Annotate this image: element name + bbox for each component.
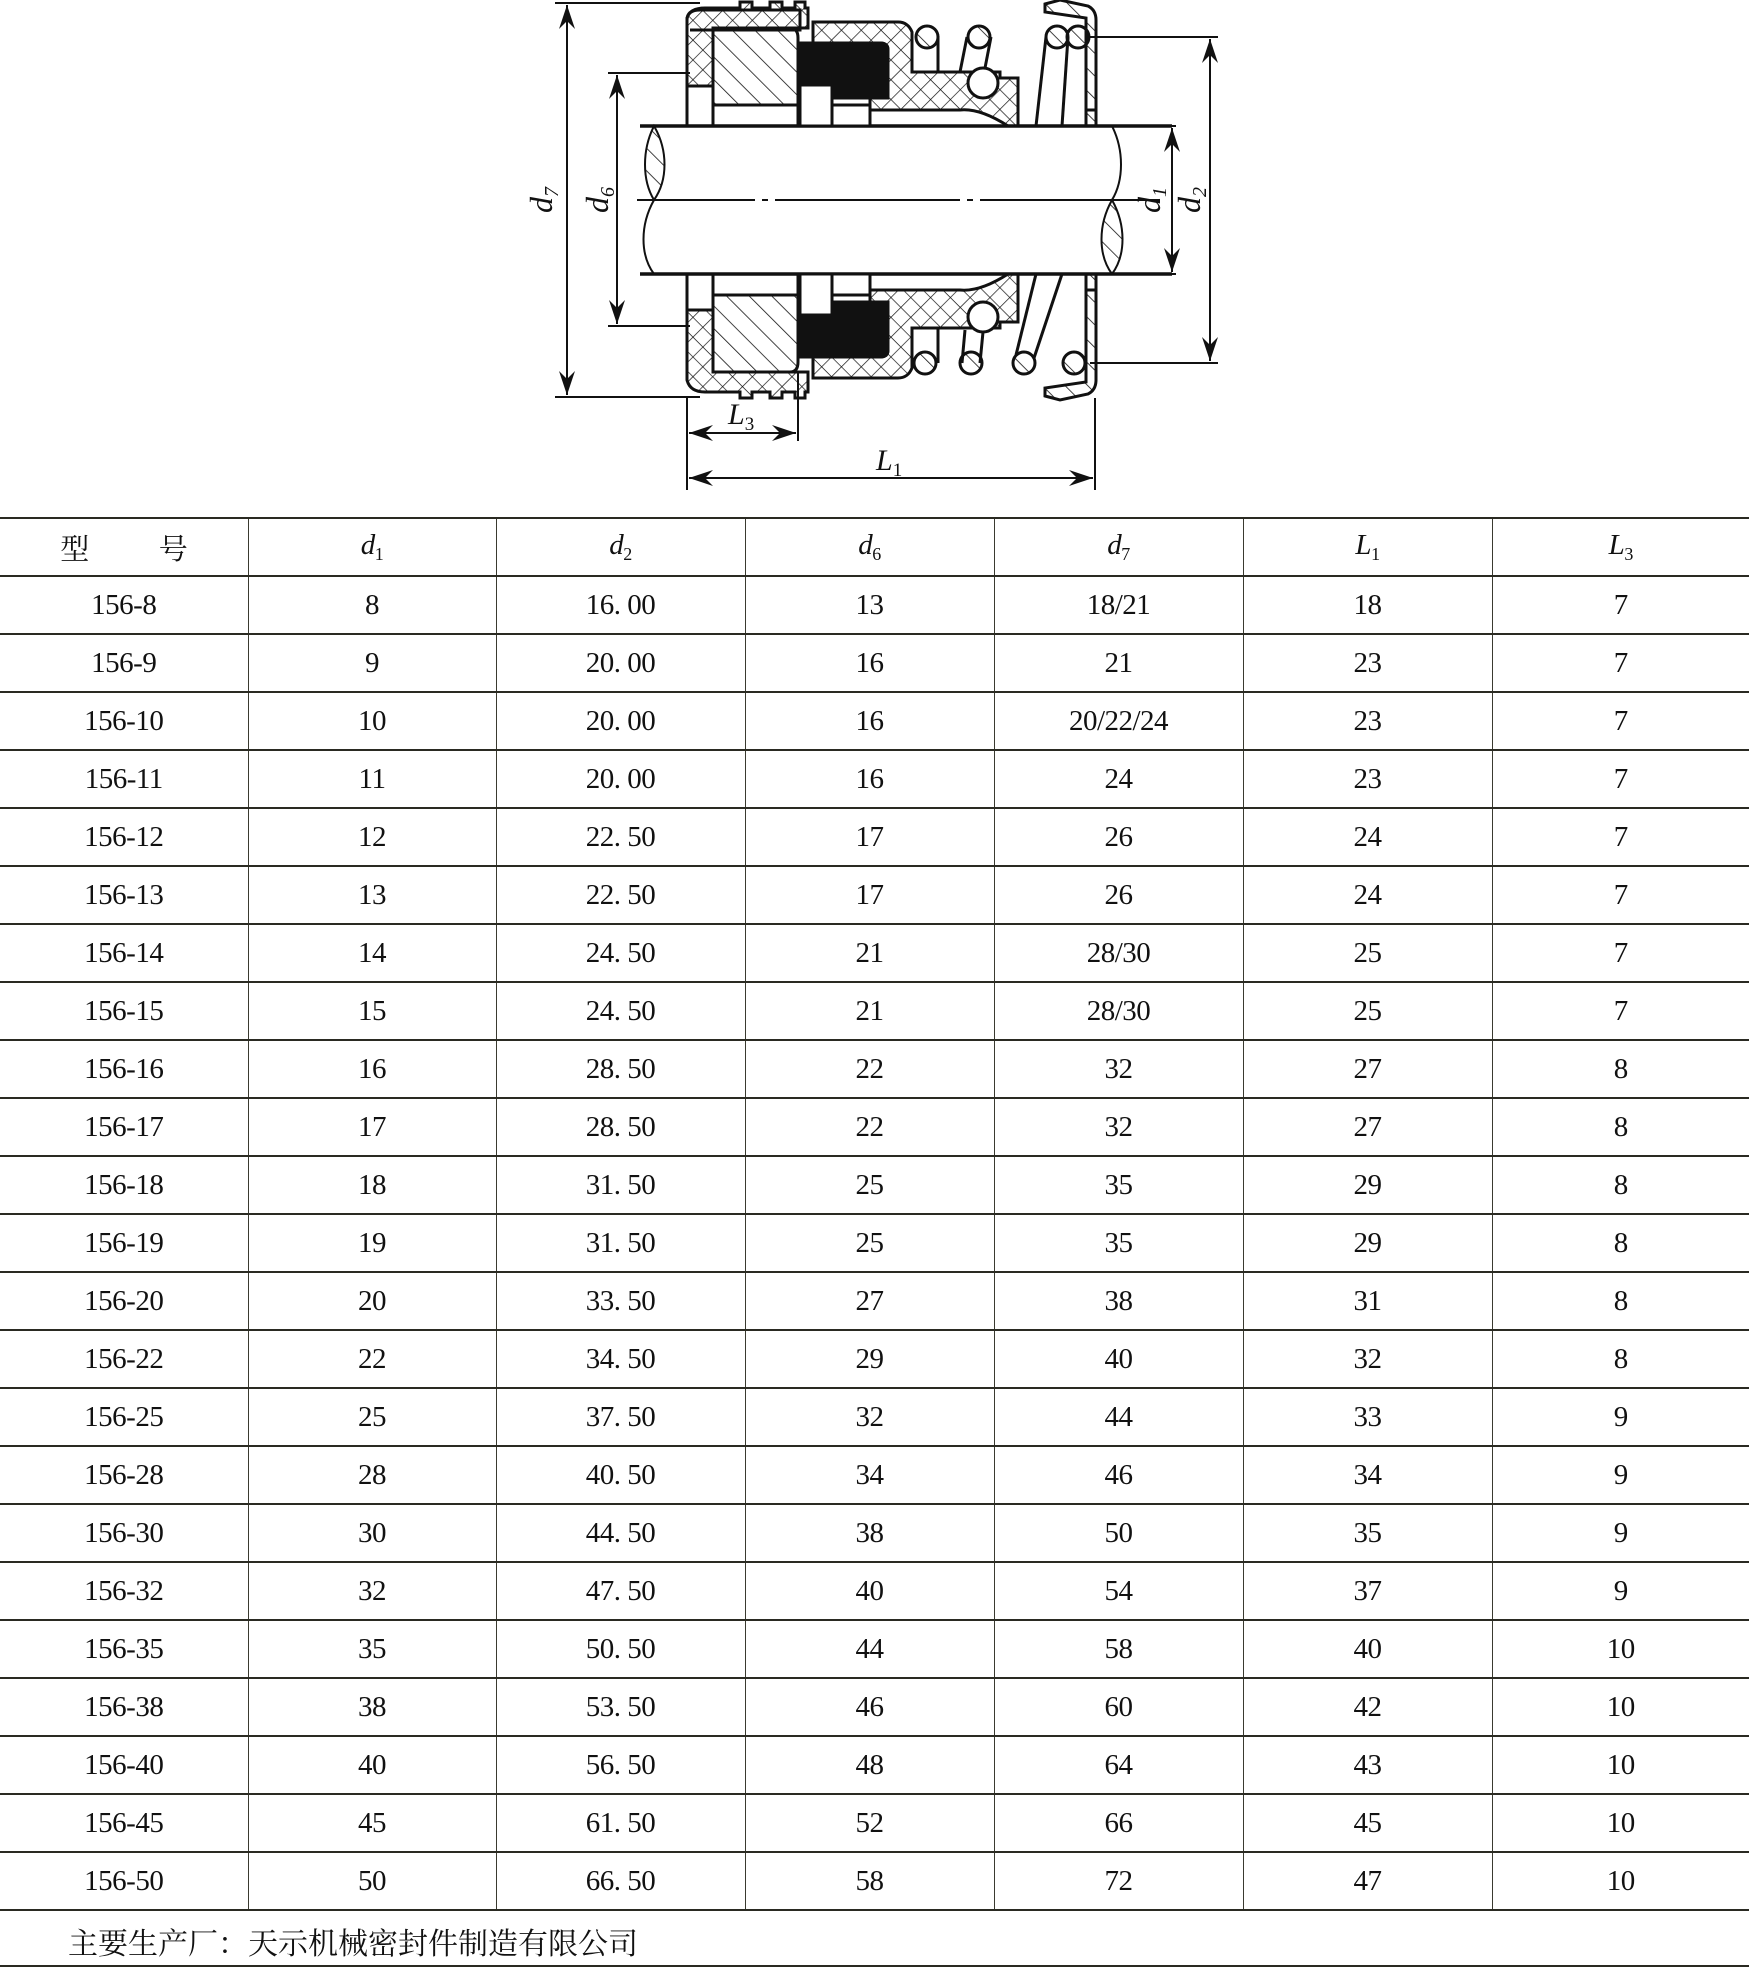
cell-d1: 20 bbox=[248, 1272, 496, 1330]
cell-d1: 45 bbox=[248, 1794, 496, 1852]
cell-L1: 23 bbox=[1243, 692, 1492, 750]
cell-model: 156-32 bbox=[0, 1562, 248, 1620]
cell-d2: 31. 50 bbox=[496, 1214, 745, 1272]
shaft bbox=[637, 126, 1172, 274]
cell-L3: 8 bbox=[1492, 1156, 1749, 1214]
cell-model: 156-30 bbox=[0, 1504, 248, 1562]
cell-d2: 28. 50 bbox=[496, 1040, 745, 1098]
cell-model: 156-25 bbox=[0, 1388, 248, 1446]
cell-d7: 18/21 bbox=[994, 576, 1243, 634]
cell-d7: 44 bbox=[994, 1388, 1243, 1446]
cell-d7: 20/22/24 bbox=[994, 692, 1243, 750]
cell-d1: 14 bbox=[248, 924, 496, 982]
cell-L1: 24 bbox=[1243, 866, 1492, 924]
cell-d2: 44. 50 bbox=[496, 1504, 745, 1562]
cell-d2: 47. 50 bbox=[496, 1562, 745, 1620]
seal-lower-half bbox=[687, 274, 1096, 400]
cell-d6: 29 bbox=[745, 1330, 994, 1388]
cell-model: 156-19 bbox=[0, 1214, 248, 1272]
cell-model: 156-18 bbox=[0, 1156, 248, 1214]
cell-model: 156-15 bbox=[0, 982, 248, 1040]
cell-d2: 61. 50 bbox=[496, 1794, 745, 1852]
cell-model: 156-22 bbox=[0, 1330, 248, 1388]
cell-d1: 12 bbox=[248, 808, 496, 866]
cell-d2: 20. 00 bbox=[496, 750, 745, 808]
cell-d7: 28/30 bbox=[994, 982, 1243, 1040]
table-row bbox=[0, 1736, 1749, 1794]
cell-d7: 26 bbox=[994, 866, 1243, 924]
cell-L3: 9 bbox=[1492, 1388, 1749, 1446]
cell-d6: 25 bbox=[745, 1214, 994, 1272]
cell-L1: 34 bbox=[1243, 1446, 1492, 1504]
label-d2: d2 bbox=[1171, 187, 1211, 213]
cell-L1: 40 bbox=[1243, 1620, 1492, 1678]
cell-d6: 27 bbox=[745, 1272, 994, 1330]
cell-model: 156-10 bbox=[0, 692, 248, 750]
cell-d7: 46 bbox=[994, 1446, 1243, 1504]
table-row bbox=[0, 866, 1749, 924]
cell-L1: 45 bbox=[1243, 1794, 1492, 1852]
cell-L3: 8 bbox=[1492, 1098, 1749, 1156]
table-row bbox=[0, 1794, 1749, 1852]
header-model-char-2: 号 bbox=[158, 533, 188, 566]
cell-d6: 17 bbox=[745, 866, 994, 924]
cell-L1: 31 bbox=[1243, 1272, 1492, 1330]
cell-d7: 66 bbox=[994, 1794, 1243, 1852]
cell-d1: 30 bbox=[248, 1504, 496, 1562]
cell-model: 156-38 bbox=[0, 1678, 248, 1736]
table-row bbox=[0, 1272, 1749, 1330]
table-row bbox=[0, 1040, 1749, 1098]
cell-d1: 16 bbox=[248, 1040, 496, 1098]
cell-model: 156-16 bbox=[0, 1040, 248, 1098]
cell-d1: 32 bbox=[248, 1562, 496, 1620]
cell-d6: 25 bbox=[745, 1156, 994, 1214]
cell-d6: 16 bbox=[745, 692, 994, 750]
cell-d6: 21 bbox=[745, 924, 994, 982]
cell-d7: 26 bbox=[994, 808, 1243, 866]
cell-d2: 53. 50 bbox=[496, 1678, 745, 1736]
cell-L3: 10 bbox=[1492, 1678, 1749, 1736]
label-d7: d7 bbox=[523, 187, 563, 213]
cell-L3: 7 bbox=[1492, 692, 1749, 750]
cell-L3: 7 bbox=[1492, 634, 1749, 692]
cell-d6: 52 bbox=[745, 1794, 994, 1852]
cell-d1: 28 bbox=[248, 1446, 496, 1504]
cell-L3: 7 bbox=[1492, 750, 1749, 808]
cell-L1: 29 bbox=[1243, 1156, 1492, 1214]
cell-d6: 48 bbox=[745, 1736, 994, 1794]
cell-model: 156-28 bbox=[0, 1446, 248, 1504]
cell-d6: 16 bbox=[745, 634, 994, 692]
cell-model: 156-8 bbox=[0, 576, 248, 634]
table-header-row bbox=[0, 518, 1749, 576]
cell-d7: 32 bbox=[994, 1098, 1243, 1156]
cell-d1: 40 bbox=[248, 1736, 496, 1794]
table-row bbox=[0, 924, 1749, 982]
cell-L1: 29 bbox=[1243, 1214, 1492, 1272]
cell-d6: 22 bbox=[745, 1098, 994, 1156]
cell-d7: 24 bbox=[994, 750, 1243, 808]
cell-L3: 7 bbox=[1492, 576, 1749, 634]
cell-L1: 27 bbox=[1243, 1040, 1492, 1098]
cell-d1: 38 bbox=[248, 1678, 496, 1736]
cell-d7: 50 bbox=[994, 1504, 1243, 1562]
cell-L3: 7 bbox=[1492, 924, 1749, 982]
cell-d2: 24. 50 bbox=[496, 982, 745, 1040]
cell-L3: 9 bbox=[1492, 1562, 1749, 1620]
cell-L1: 23 bbox=[1243, 750, 1492, 808]
manufacturer-note bbox=[0, 1911, 1749, 1967]
cell-d2: 31. 50 bbox=[496, 1156, 745, 1214]
cell-d6: 17 bbox=[745, 808, 994, 866]
cell-model: 156-9 bbox=[0, 634, 248, 692]
cell-d2: 66. 50 bbox=[496, 1852, 745, 1910]
cell-d7: 64 bbox=[994, 1736, 1243, 1794]
cell-L3: 10 bbox=[1492, 1794, 1749, 1852]
cell-d1: 10 bbox=[248, 692, 496, 750]
label-L1: $L_1$ bbox=[876, 444, 903, 481]
cell-model: 156-50 bbox=[0, 1852, 248, 1910]
table-row bbox=[0, 634, 1749, 692]
table-row bbox=[0, 1504, 1749, 1562]
table-body bbox=[0, 576, 1749, 1910]
manufacturer-text: 主要生产厂：天示机械密封件制造有限公司 bbox=[68, 1928, 638, 1961]
cell-d7: 40 bbox=[994, 1330, 1243, 1388]
table-row bbox=[0, 808, 1749, 866]
cell-d1: 18 bbox=[248, 1156, 496, 1214]
cell-d6: 34 bbox=[745, 1446, 994, 1504]
cell-d7: 28/30 bbox=[994, 924, 1243, 982]
cell-model: 156-11 bbox=[0, 750, 248, 808]
cell-d1: 15 bbox=[248, 982, 496, 1040]
cell-d2: 33. 50 bbox=[496, 1272, 745, 1330]
cell-d7: 32 bbox=[994, 1040, 1243, 1098]
cell-d7: 35 bbox=[994, 1156, 1243, 1214]
cell-L1: 32 bbox=[1243, 1330, 1492, 1388]
table-row bbox=[0, 576, 1749, 634]
cell-d1: 11 bbox=[248, 750, 496, 808]
header-L1: $L_1$ bbox=[1243, 518, 1492, 576]
cell-L3: 8 bbox=[1492, 1330, 1749, 1388]
cell-L1: 25 bbox=[1243, 982, 1492, 1040]
table-row bbox=[0, 1446, 1749, 1504]
cell-L1: 18 bbox=[1243, 576, 1492, 634]
label-d1: d1 bbox=[1131, 187, 1171, 213]
cell-L1: 25 bbox=[1243, 924, 1492, 982]
cell-d2: 34. 50 bbox=[496, 1330, 745, 1388]
cell-d2: 16. 00 bbox=[496, 576, 745, 634]
cell-model: 156-13 bbox=[0, 866, 248, 924]
header-L3: $L_3$ bbox=[1492, 518, 1749, 576]
header-model-char-1: 型 bbox=[60, 533, 89, 566]
cell-L3: 7 bbox=[1492, 982, 1749, 1040]
cell-model: 156-12 bbox=[0, 808, 248, 866]
cell-d2: 56. 50 bbox=[496, 1736, 745, 1794]
cell-d2: 28. 50 bbox=[496, 1098, 745, 1156]
cell-d2: 40. 50 bbox=[496, 1446, 745, 1504]
mechanical-seal-drawing bbox=[0, 0, 1749, 505]
cell-d7: 54 bbox=[994, 1562, 1243, 1620]
cell-d7: 58 bbox=[994, 1620, 1243, 1678]
cell-L3: 9 bbox=[1492, 1446, 1749, 1504]
cell-d6: 21 bbox=[745, 982, 994, 1040]
cell-L3: 10 bbox=[1492, 1620, 1749, 1678]
cell-d7: 38 bbox=[994, 1272, 1243, 1330]
cell-L3: 8 bbox=[1492, 1272, 1749, 1330]
cell-d6: 40 bbox=[745, 1562, 994, 1620]
cell-d2: 20. 00 bbox=[496, 634, 745, 692]
cell-model: 156-17 bbox=[0, 1098, 248, 1156]
table-row bbox=[0, 1214, 1749, 1272]
cell-d1: 8 bbox=[248, 576, 496, 634]
cell-d6: 32 bbox=[745, 1388, 994, 1446]
cell-d1: 17 bbox=[248, 1098, 496, 1156]
cell-d6: 13 bbox=[745, 576, 994, 634]
cell-d1: 13 bbox=[248, 866, 496, 924]
cell-d1: 35 bbox=[248, 1620, 496, 1678]
cell-d2: 50. 50 bbox=[496, 1620, 745, 1678]
cell-d7: 21 bbox=[994, 634, 1243, 692]
table-row bbox=[0, 1678, 1749, 1736]
cell-L1: 33 bbox=[1243, 1388, 1492, 1446]
cell-d7: 60 bbox=[994, 1678, 1243, 1736]
cell-L1: 23 bbox=[1243, 634, 1492, 692]
cell-d6: 44 bbox=[745, 1620, 994, 1678]
cell-L3: 8 bbox=[1492, 1040, 1749, 1098]
table-row bbox=[0, 1388, 1749, 1446]
header-d1: $d_1$ bbox=[248, 518, 496, 576]
label-L3: $L_3$ bbox=[728, 398, 755, 435]
table-row bbox=[0, 982, 1749, 1040]
cell-d6: 38 bbox=[745, 1504, 994, 1562]
cell-L1: 47 bbox=[1243, 1852, 1492, 1910]
cell-d1: 19 bbox=[248, 1214, 496, 1272]
cell-d2: 24. 50 bbox=[496, 924, 745, 982]
cell-L1: 37 bbox=[1243, 1562, 1492, 1620]
cell-model: 156-40 bbox=[0, 1736, 248, 1794]
cell-L3: 8 bbox=[1492, 1214, 1749, 1272]
cell-d1: 25 bbox=[248, 1388, 496, 1446]
cell-d2: 22. 50 bbox=[496, 866, 745, 924]
cell-d2: 22. 50 bbox=[496, 808, 745, 866]
cell-d1: 50 bbox=[248, 1852, 496, 1910]
header-d6: $d_6$ bbox=[745, 518, 994, 576]
seal-cross-section bbox=[637, 0, 1172, 400]
cell-model: 156-35 bbox=[0, 1620, 248, 1678]
cell-d2: 37. 50 bbox=[496, 1388, 745, 1446]
cell-L3: 7 bbox=[1492, 866, 1749, 924]
table-row bbox=[0, 1562, 1749, 1620]
cell-model: 156-14 bbox=[0, 924, 248, 982]
cell-L3: 7 bbox=[1492, 808, 1749, 866]
cell-model: 156-45 bbox=[0, 1794, 248, 1852]
header-d7: $d_7$ bbox=[994, 518, 1243, 576]
cell-d7: 72 bbox=[994, 1852, 1243, 1910]
label-d6: d6 bbox=[579, 187, 619, 213]
cell-L1: 27 bbox=[1243, 1098, 1492, 1156]
cell-L3: 10 bbox=[1492, 1852, 1749, 1910]
table-row bbox=[0, 1620, 1749, 1678]
cell-L3: 10 bbox=[1492, 1736, 1749, 1794]
table-row bbox=[0, 750, 1749, 808]
seal-upper-half bbox=[687, 0, 1096, 126]
cell-d1: 9 bbox=[248, 634, 496, 692]
table-row bbox=[0, 1330, 1749, 1388]
cell-model: 156-20 bbox=[0, 1272, 248, 1330]
header-model bbox=[0, 518, 248, 576]
cell-L1: 35 bbox=[1243, 1504, 1492, 1562]
table-row bbox=[0, 1156, 1749, 1214]
cell-L3: 9 bbox=[1492, 1504, 1749, 1562]
cell-d2: 20. 00 bbox=[496, 692, 745, 750]
cell-d6: 22 bbox=[745, 1040, 994, 1098]
cell-L1: 43 bbox=[1243, 1736, 1492, 1794]
cell-d6: 46 bbox=[745, 1678, 994, 1736]
cell-L1: 24 bbox=[1243, 808, 1492, 866]
cell-d7: 35 bbox=[994, 1214, 1243, 1272]
header-d2: $d_2$ bbox=[496, 518, 745, 576]
cell-d6: 16 bbox=[745, 750, 994, 808]
table-row bbox=[0, 1098, 1749, 1156]
table-row bbox=[0, 692, 1749, 750]
cell-L1: 42 bbox=[1243, 1678, 1492, 1736]
cell-d1: 22 bbox=[248, 1330, 496, 1388]
specification-table bbox=[0, 517, 1749, 1911]
table-row bbox=[0, 1852, 1749, 1910]
cell-d6: 58 bbox=[745, 1852, 994, 1910]
